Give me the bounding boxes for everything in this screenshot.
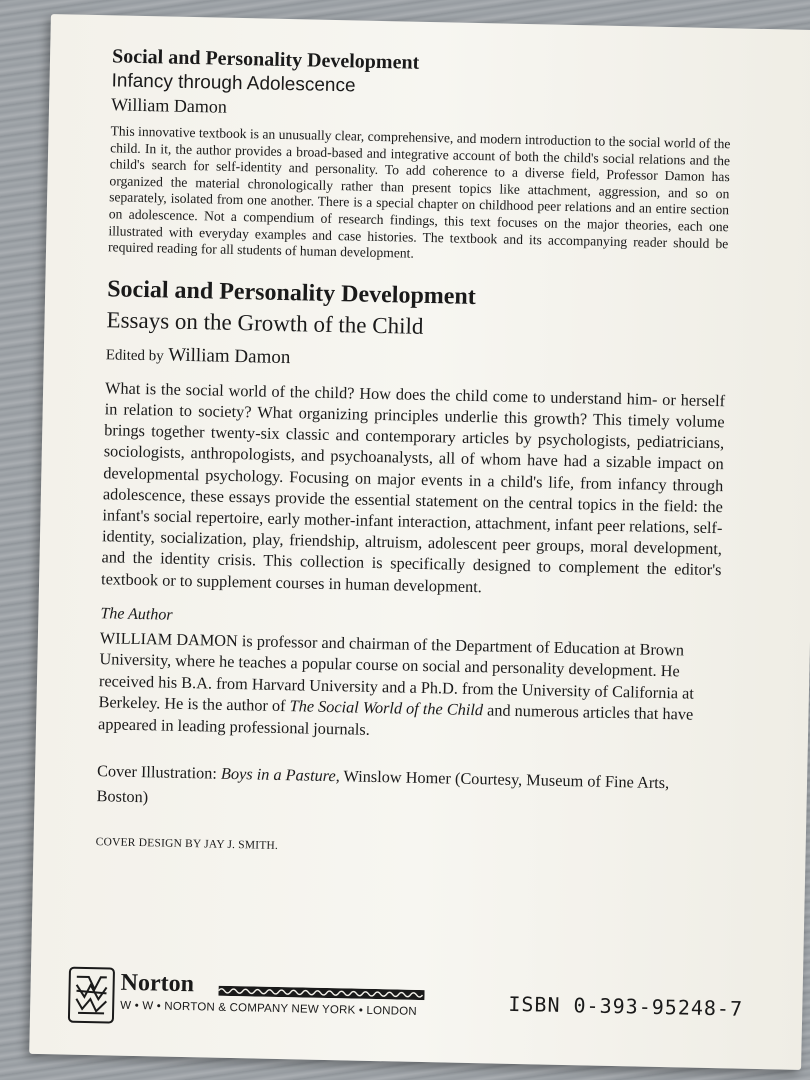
book1-subtitle: Infancy through Adolescence	[111, 70, 356, 97]
book2-editor-line	[106, 343, 726, 378]
author-bio-end: and numerous articles that have appeared in leading professional journals.	[97, 700, 694, 739]
publisher-line: W • W • NORTON & COMPANY NEW YORK • LONDON	[120, 999, 418, 1018]
book2-title: Social and Personality Development	[106, 276, 477, 310]
author-heading: The Author	[100, 604, 173, 624]
cover-design-credit: COVER DESIGN BY JAY J. SMITH.	[95, 836, 279, 853]
cover-text	[96, 45, 733, 861]
author-bio	[98, 627, 720, 747]
author-bio-start: WILLIAM DAMON is professor and chairman of the Department of Education at Brown University, where he teaches a popular course on social and personality development. He received his B.A. from Harvard University and a Ph.D. from the University of California at Berkeley. He is the author of	[98, 627, 695, 716]
book-back-cover	[29, 14, 810, 1070]
publisher-name: Norton	[120, 969, 195, 998]
book1-description: This innovative textbook is an unusually clear, comprehensive, and modern introduction to the social world of the child. In it, the author provides a broad-based and integrative account of both the child's social relations and the child's search for self-identity and personality. To add coherence to a diverse field, Professor Damon has organized the material chronologically rather than present topics like attachment, aggression, and so on separately, isolated from one another. There is a special chapter on childhood peer relations and an entire section on adolescence. Not a compendium of research findings, this text focuses on the major theories, each one illustrated with everyday examples and case histories. The textbook and its accompanying reader should be required reading for all students of human development.	[107, 123, 731, 261]
author-bio-book: The Social World of the Child	[289, 696, 484, 720]
book1-author: William Damon	[110, 94, 228, 117]
cover-credit: Winslow Homer (Courtesy, Museum of Fine Arts, Boston)	[96, 766, 670, 807]
book2-subtitle: Essays on the Growth of the Child	[106, 307, 424, 339]
book1-title: Social and Personality Development	[111, 45, 420, 74]
norton-logo-icon	[68, 967, 115, 1024]
isbn: ISBN 0-393-95248-7	[508, 991, 744, 1021]
publisher-footer	[68, 967, 769, 1052]
edited-by-label: Edited by	[105, 347, 164, 365]
book2-description: What is the social world of the child? How does the child come to understand him- or herself in relation to society? What organizing principles underlie this growth? This timely volume brings together twenty-six classic and contemporary articles by psychologists, pediatricians, sociologists, anthropologists, and psychoanalysts, all of whom have had a sizable impact on developmental psychology. Focusing on major events in a child's life, from infancy through adolescence, these essays provide the essential statement on the central topics in the field: the infant's social repertoire, early mother-infant interaction, attachment, infant peer relations, self-identity, socialization, play, friendship, altruism, adolescent peer groups, moral development, and the identity crisis. This collection is specifically designed to complement the editor's textbook or to supplement courses in human development.	[100, 377, 726, 596]
wave-ornament-icon	[218, 986, 424, 1000]
cover-work: Boys in a Pasture,	[220, 764, 340, 786]
cover-illustration	[96, 758, 717, 821]
cover-label: Cover Illustration:	[96, 761, 222, 784]
book2-editor: William Damon	[167, 344, 291, 368]
